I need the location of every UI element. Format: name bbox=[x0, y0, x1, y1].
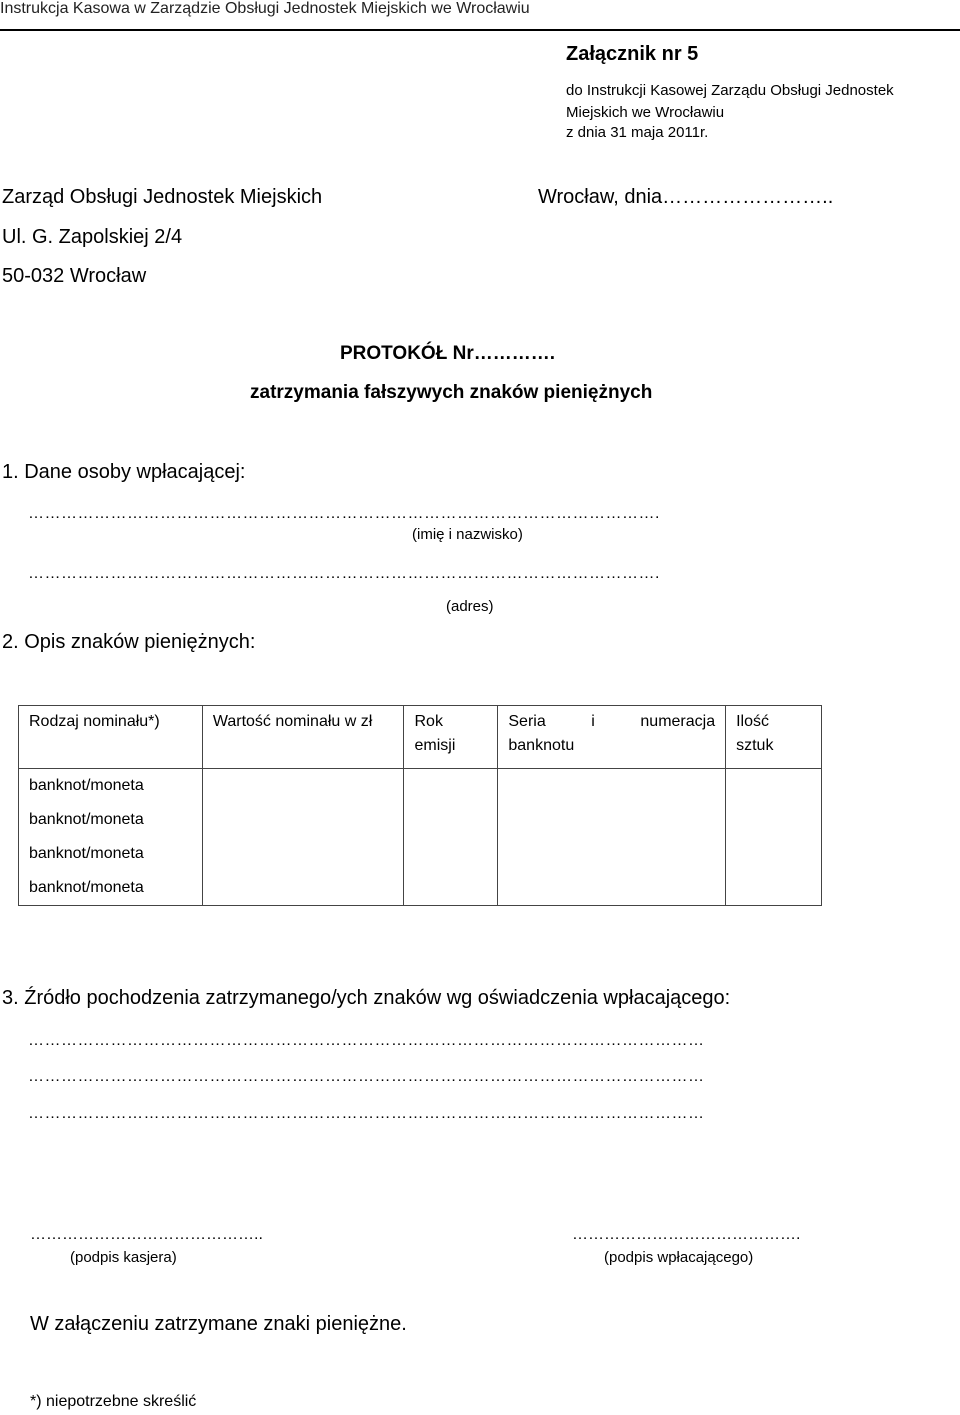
notes-table bbox=[18, 705, 822, 906]
name-fill-line: ……………………………………………………………………………………………………. bbox=[28, 505, 660, 522]
protocol-title: PROTOKÓŁ Nr…………. bbox=[340, 343, 555, 364]
attachment-line: do Instrukcji Kasowej Zarządu Obsługi Jednostek bbox=[566, 82, 894, 99]
source-fill-line: …………………………………………………………………………………………………………… bbox=[28, 1068, 705, 1085]
address-fill-line: ……………………………………………………………………………………………………. bbox=[28, 565, 660, 582]
source-fill-line: …………………………………………………………………………………………………………… bbox=[28, 1032, 705, 1049]
header-count: Ilość sztuk bbox=[726, 706, 822, 769]
closing-note: W załączeniu zatrzymane znaki pieniężne. bbox=[30, 1313, 407, 1335]
cashier-signature-label: (podpis kasjera) bbox=[70, 1249, 177, 1266]
attachment-line: Miejskich we Wrocławiu bbox=[566, 104, 725, 121]
table-row bbox=[19, 769, 822, 804]
payer-signature-label: (podpis wpłacającego) bbox=[604, 1249, 754, 1266]
name-caption: (imię i nazwisko) bbox=[412, 526, 523, 543]
table-row bbox=[19, 871, 822, 906]
section-3-heading: 3. Źródło pochodzenia zatrzymanego/ych znaków wg oświadczenia wpłacającego: bbox=[2, 987, 731, 1009]
row-type: banknot/moneta bbox=[19, 803, 203, 837]
table-header-row bbox=[19, 706, 822, 769]
table-row bbox=[19, 803, 822, 837]
address-caption: (adres) bbox=[446, 598, 494, 615]
header-divider bbox=[0, 29, 960, 31]
section-2-heading: 2. Opis znaków pieniężnych: bbox=[2, 631, 256, 653]
row-type: banknot/moneta bbox=[19, 871, 203, 906]
payer-signature-line: ……………………………………. bbox=[572, 1226, 801, 1243]
sender-name: Zarząd Obsługi Jednostek Miejskich bbox=[2, 186, 323, 208]
cashier-signature-line: …………………………………….. bbox=[30, 1226, 263, 1243]
protocol-subtitle: zatrzymania fałszywych znaków pieniężnych bbox=[250, 382, 653, 403]
attachment-title: Załącznik nr 5 bbox=[566, 43, 699, 65]
place-date: Wrocław, dnia…………………….. bbox=[538, 186, 834, 208]
attachment-line: z dnia 31 maja 2011r. bbox=[566, 124, 709, 141]
header-year: Rok emisji bbox=[404, 706, 498, 769]
sender-city: 50-032 Wrocław bbox=[2, 265, 147, 287]
table-row bbox=[19, 837, 822, 871]
document-header-title: Instrukcja Kasowa w Zarządzie Obsługi Jednostek Miejskich we Wrocławiu bbox=[0, 0, 530, 17]
footnote: *) niepotrzebne skreślić bbox=[30, 1393, 197, 1410]
header-type: Rodzaj nominału*) bbox=[19, 706, 203, 769]
sender-street: Ul. G. Zapolskiej 2/4 bbox=[2, 226, 183, 248]
source-fill-line: …………………………………………………………………………………………………………… bbox=[28, 1105, 705, 1122]
section-1-heading: 1. Dane osoby wpłacającej: bbox=[2, 461, 246, 483]
header-value: Wartość nominału w zł bbox=[202, 706, 404, 769]
row-type: banknot/moneta bbox=[19, 769, 203, 804]
header-series: Seria i numeracja banknotu bbox=[498, 706, 726, 769]
row-type: banknot/moneta bbox=[19, 837, 203, 871]
